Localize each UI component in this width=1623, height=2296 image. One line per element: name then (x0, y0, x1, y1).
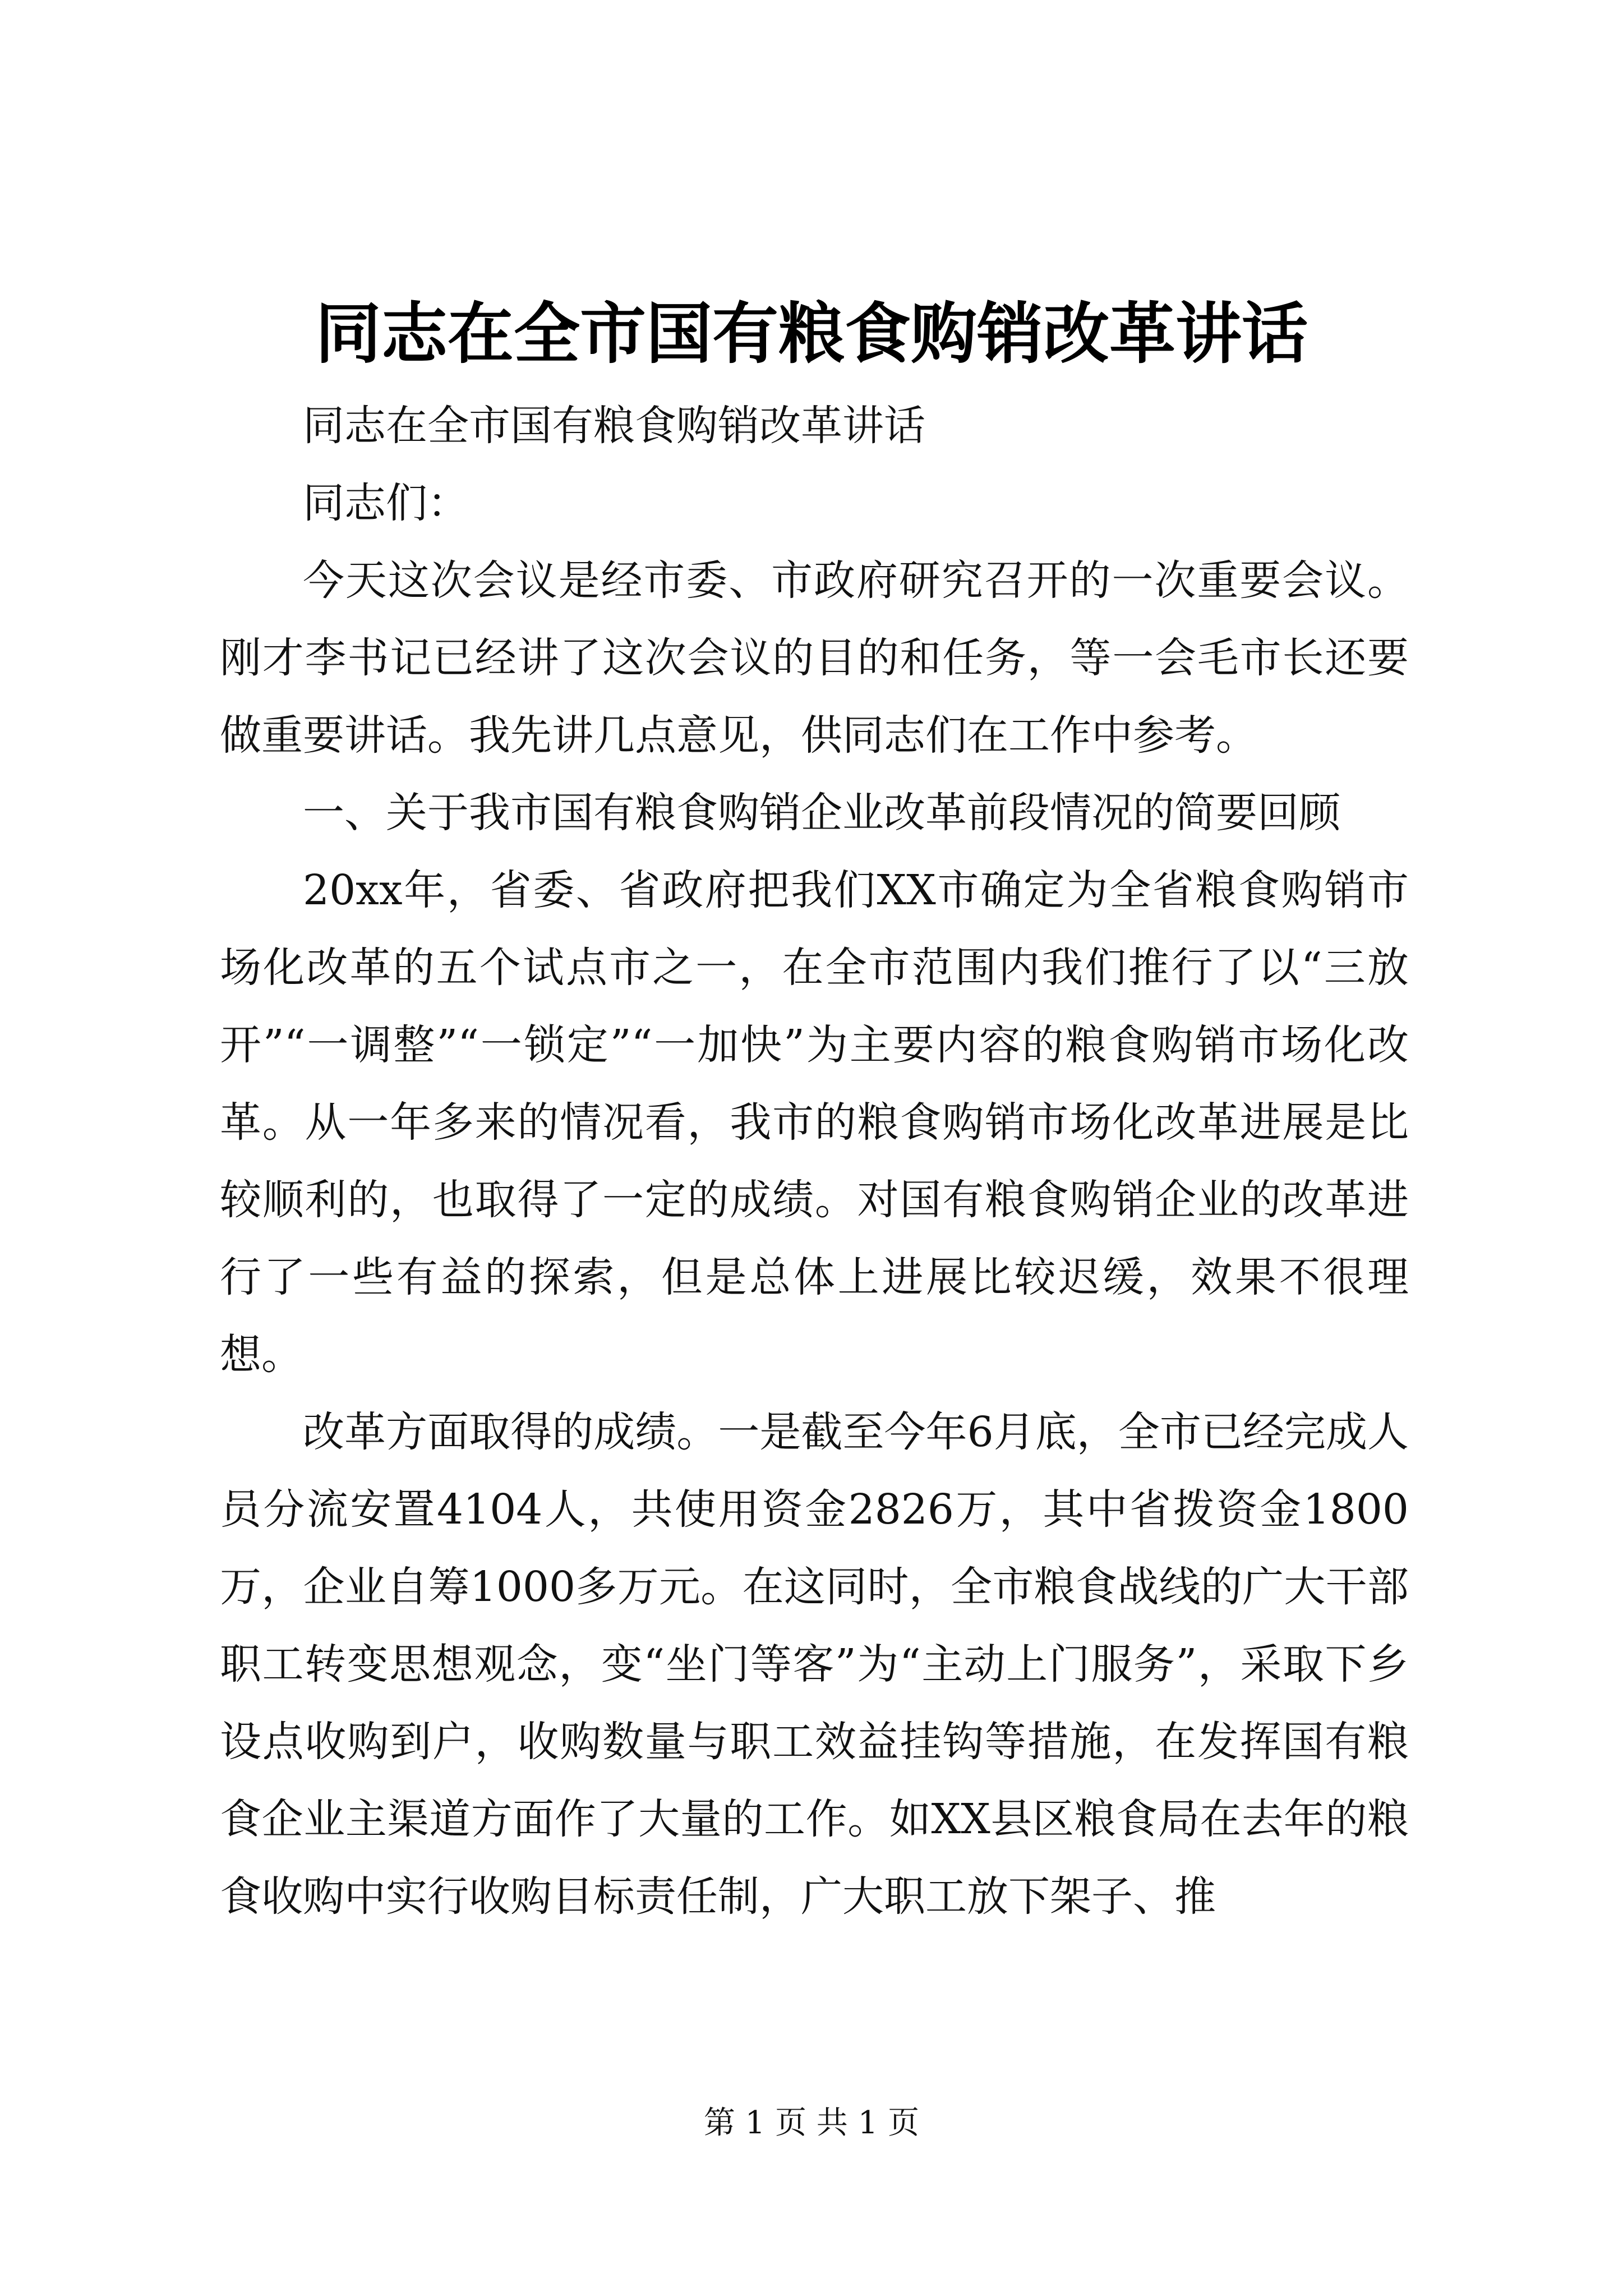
body-paragraph: 改革方面取得的成绩。一是截至今年6月底，全市已经完成人员分流安置4104人，共使用资金2826万，其中省拨资金1800万，企业自筹1000多万元。在这同时，全市粮食战线的广大干部职工转变思想观念，变“坐门等客”为“主动上门服务”，采取下乡设点收购到户，收购数量与职工效益挂钩等措施，在发挥国有粮食企业主渠道方面作了大量的工作。如XX县区粮食局在去年的粮食收购中实行收购目标责任制，广大职工放下架子、推 (220, 1408, 1409, 1921)
body-paragraph: 20xx年，省委、省政府把我们XX市确定为全省粮食购销市场化改革的五个试点市之一，在全市范围内我们推行了以“三放开”“一调整”“一锁定”“一加快”为主要内容的粮食购销市场化改革。从一年多来的情况看，我市的粮食购销市场化改革进展是比较顺利的，也取得了一定的成绩。对国有粮食购销企业的改革进行了一些有益的探索，但是总体上进展比较迟缓，效果不很理想。 (220, 866, 1409, 1379)
document-body (220, 387, 1409, 1935)
page-number-footer: 第 1 页 共 1 页 (703, 2105, 920, 2141)
section-heading: 一、关于我市国有粮食购销企业改革前段情况的简要回顾 (303, 789, 1340, 837)
salutation-paragraph: 同志们： (303, 479, 469, 527)
document-title: 同志在全市国有粮食购销改革讲话 (315, 295, 1308, 372)
intro-paragraph: 今天这次会议是经市委、市政府研究召开的一次重要会议。刚才李书记已经讲了这次会议的目的和任务，等一会毛市长还要做重要讲话。我先讲几点意见，供同志们在工作中参考。 (220, 556, 1409, 760)
subtitle-paragraph: 同志在全市国有粮食购销改革讲话 (303, 402, 925, 450)
